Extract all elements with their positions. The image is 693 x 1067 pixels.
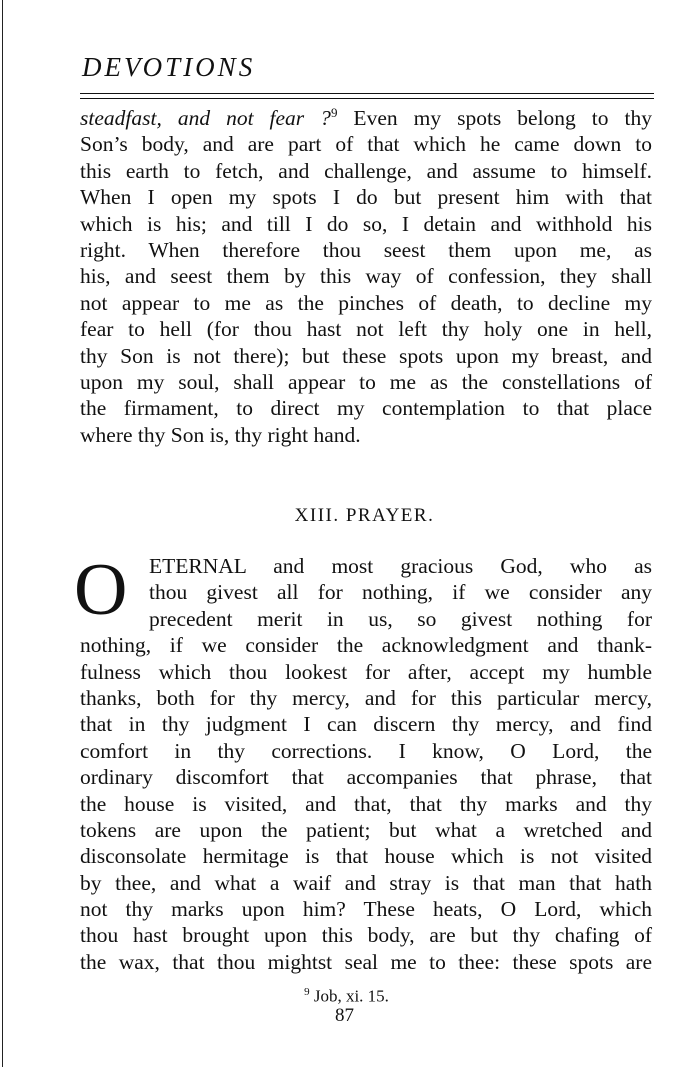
- text-line: not thy marks upon him? These heats, O Lord, which: [80, 897, 652, 922]
- text-line: thy Son is not there); but these spots upon my breast, and: [80, 343, 652, 368]
- text-line: the wax, that thou mightst seal me to thee: these spots are: [80, 949, 652, 974]
- italic-quote: steadfast, and not fear ?: [80, 106, 331, 130]
- text-line: thou givest all for nothing, if we consider any: [149, 580, 652, 605]
- header-rule-upper: [80, 93, 654, 94]
- text-line: nothing, if we consider the acknowledgment and thank-: [80, 633, 652, 658]
- page-number: 87: [335, 1005, 354, 1026]
- text-line: fulness which thou lookest for after, accept my humble: [80, 659, 652, 684]
- text-line: Son’s body, and are part of that which he came down to: [80, 132, 652, 157]
- text-line: this earth to fetch, and challenge, and assume to himself.: [80, 158, 652, 183]
- text-line: thanks, both for thy mercy, and for this particular mercy,: [80, 685, 652, 710]
- text-line: disconsolate hermitage is that house which is not visited: [80, 844, 652, 869]
- text-line: ordinary discomfort that accompanies that phrase, that: [80, 765, 652, 790]
- footnote-ref: 9: [330, 104, 338, 120]
- text-line: thou hast brought upon this body, are but thy chafing of: [80, 923, 652, 948]
- drop-cap: O: [74, 549, 128, 631]
- text-line: precedent merit in us, so givest nothing for: [149, 606, 652, 631]
- continuation-paragraph: [80, 105, 652, 448]
- text-line: right. When therefore thou seest them upon me, as: [80, 237, 652, 262]
- line-text: Even my spots belong to thy: [337, 106, 652, 130]
- text-line: ETERNAL and most gracious God, who as: [149, 554, 652, 578]
- footnote-marker: 9: [304, 986, 310, 998]
- footnote-text: Job, xi. 15.: [313, 986, 389, 1006]
- text-line: comfort in thy corrections. I know, O Lord, the: [80, 738, 652, 763]
- text-line: where thy Son is, thy right hand.: [80, 422, 361, 447]
- text-line: not appear to me as the pinches of death, to decline my: [80, 290, 652, 315]
- section-heading: XIII. PRAYER.: [294, 505, 435, 526]
- text-line: which is his; and till I do so, I detain and withhold his: [80, 211, 652, 236]
- page-edge-rule: [2, 0, 3, 1067]
- header-rule-lower: [80, 98, 654, 99]
- text-line: fear to hell (for thou hast not left thy holy one in hell,: [80, 317, 652, 342]
- footnote: [0, 986, 693, 1007]
- text-line: [80, 105, 652, 131]
- text-line: that in thy judgment I can discern thy mercy, and find: [80, 712, 652, 737]
- text-line: upon my soul, shall appear to me as the constellations of: [80, 369, 652, 394]
- text-line: When I open my spots I do but present him with that: [80, 185, 652, 210]
- text-line: the firmament, to direct my contemplation to that place: [80, 396, 652, 421]
- prayer-paragraph: [80, 553, 652, 975]
- text-line: tokens are upon the patient; but what a wretched and: [80, 817, 652, 842]
- text-line: his, and seest them by this way of confession, they shall: [80, 264, 652, 289]
- text-line: by thee, and what a waif and stray is that man that hath: [80, 870, 652, 895]
- text-line: the house is visited, and that, that thy marks and thy: [80, 791, 652, 816]
- running-head: DEVOTIONS: [82, 52, 256, 82]
